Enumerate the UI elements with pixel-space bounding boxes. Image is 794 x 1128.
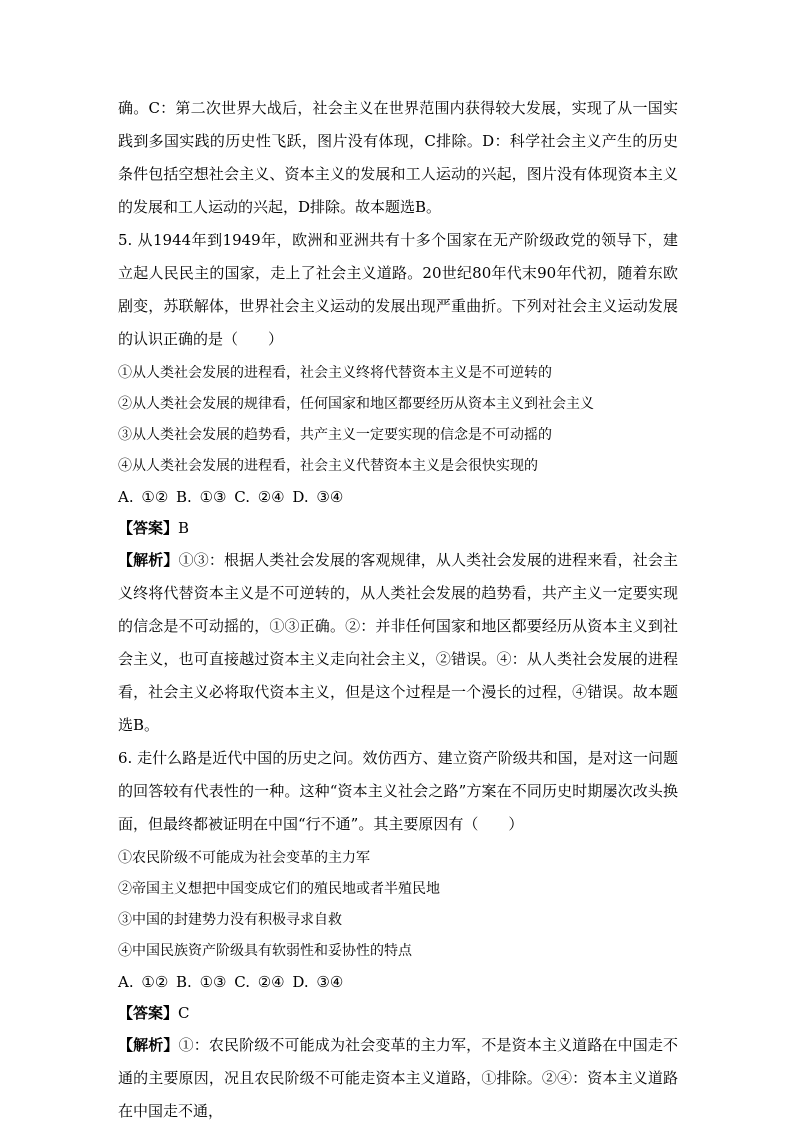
question-5-options bbox=[118, 358, 678, 482]
question-5 bbox=[118, 224, 678, 742]
answer-tag: 【答案】 bbox=[118, 1004, 179, 1022]
question-5-answer bbox=[118, 513, 678, 544]
question-6-option-1: ①农民阶级不可能成为社会变革的主力军 bbox=[118, 850, 370, 866]
answer-tag: 【答案】 bbox=[118, 519, 179, 537]
question-6 bbox=[118, 742, 678, 1128]
question-6-option-2: ②帝国主义想把中国变成它们的殖民地或者半殖民地 bbox=[118, 881, 440, 897]
question-5-stem: 5. 从1944年到1949年，欧洲和亚洲共有十多个国家在无产阶级政党的领导下，建立起人民民主的国家，走上了社会主义道路。20世纪80年代末90年代初，随着东欧剧变，苏联解体，世界社会主义运动的发展出现严重曲折。下列对社会主义运动发展的认识正确的是（ ） bbox=[118, 231, 678, 348]
question-5-analysis bbox=[118, 544, 678, 742]
question-6-options bbox=[118, 843, 678, 967]
question-6-option-3: ③中国的封建势力没有积极寻求自救 bbox=[118, 912, 342, 928]
analysis-tag: 【解析】 bbox=[118, 1036, 179, 1054]
previous-analysis-continuation: 确。C：第二次世界大战后，社会主义在世界范围内获得较大发展，实现了从一国实践到多国实践的历史性飞跃，图片没有体现，C排除。D：科学社会主义产生的历史条件包括空想社会主义、资本主义的发展和工人运动的兴起，图片没有体现资本主义的发展和工人运动的兴起，D排除。故本题选B。 bbox=[118, 99, 678, 216]
question-6-option-4: ④中国民族资产阶级具有软弱性和妥协性的特点 bbox=[118, 943, 412, 959]
question-5-option-3: ③从人类社会发展的趋势看，共产主义一定要实现的信念是不可动摇的 bbox=[118, 427, 552, 443]
question-6-choices: A. ①② B. ①③ C. ②④ D. ③④ bbox=[118, 973, 344, 991]
question-6-stem: 6. 走什么路是近代中国的历史之问。效仿西方、建立资产阶级共和国，是对这一问题的回答较有代表性的一种。这种“资本主义社会之路”方案在不同历史时期屡次改头换面，但最终都被证明在中国“行不通”。其主要原因有（ ） bbox=[118, 749, 678, 833]
question-5-option-4: ④从人类社会发展的进程看，社会主义代替资本主义是会很快实现的 bbox=[118, 458, 538, 474]
analysis-tag: 【解析】 bbox=[118, 551, 179, 569]
question-6-answer bbox=[118, 998, 678, 1029]
document-page bbox=[118, 92, 678, 1128]
question-5-option-2: ②从人类社会发展的规律看，任何国家和地区都要经历从资本主义到社会主义 bbox=[118, 396, 594, 412]
analysis-text: ①：农民阶级不可能成为社会变革的主力军，不是资本主义道路在中国走不通的主要原因，况且农民阶级不可能走资本主义道路，①排除。②④：资本主义道路在中国走不通， bbox=[118, 1036, 678, 1120]
answer-value: C bbox=[178, 1004, 190, 1022]
question-5-option-1: ①从人类社会发展的进程看，社会主义终将代替资本主义是不可逆转的 bbox=[118, 365, 552, 381]
question-5-choices: A. ①② B. ①③ C. ②④ D. ③④ bbox=[118, 488, 344, 506]
question-6-analysis bbox=[118, 1029, 678, 1128]
analysis-text: ①③：根据人类社会发展的客观规律，从人类社会发展的进程来看，社会主义终将代替资本主义是不可逆转的，从人类社会发展的趋势看，共产主义一定要实现的信念是不可动摇的，①③正确。②：并非任何国家和地区都要经历从资本主义到社会主义，也可直接越过资本主义走向社会主义，②错误。④：从人类社会发展的进程看，社会主义必将取代资本主义，但是这个过程是一个漫长的过程，④错误。故本题选B。 bbox=[118, 551, 678, 734]
answer-value: B bbox=[178, 519, 190, 537]
